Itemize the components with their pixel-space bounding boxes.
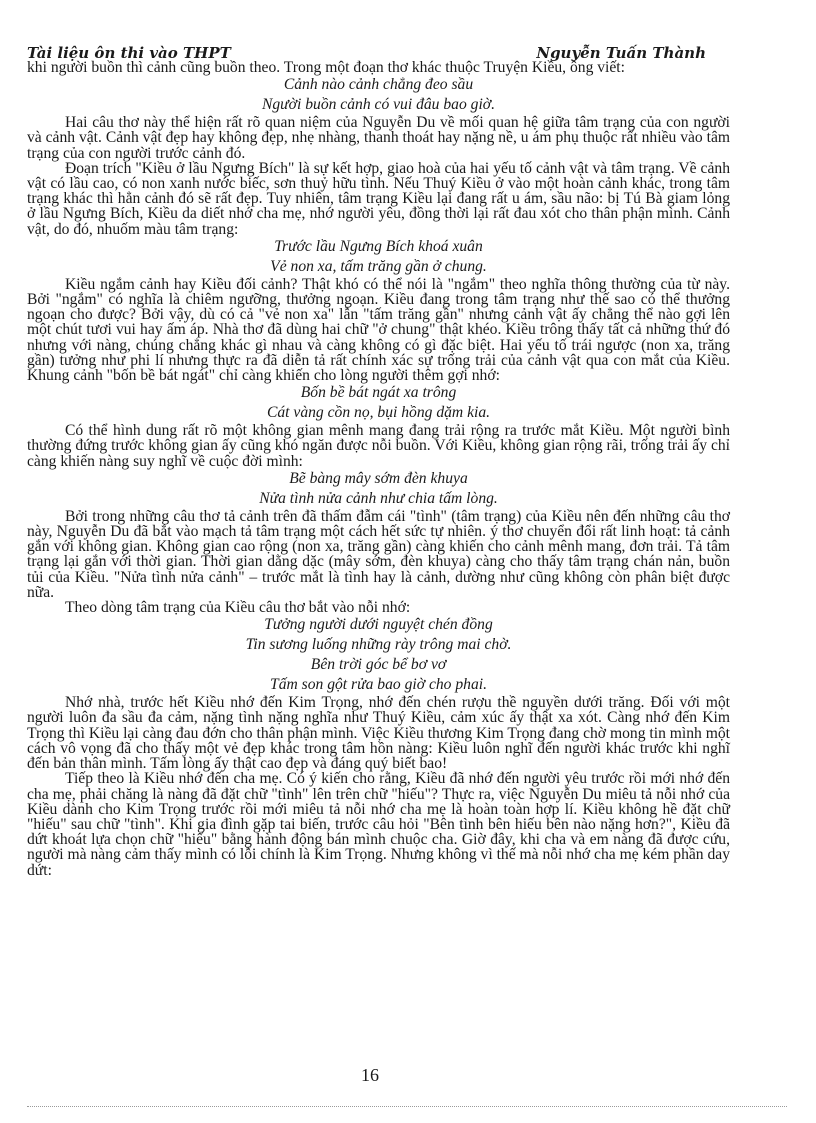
verse-line: Người buồn cảnh có vui đâu bao giờ. bbox=[261, 96, 496, 114]
verse-line: Cát vàng cồn nọ, bụi hồng dặm kia. bbox=[266, 404, 491, 422]
body-paragraph: Kiều ngắm cảnh hay Kiều đối cảnh? Thật khó có thể nói là "ngắm" theo nghĩa thông thường của từ này. Bởi "ngắm" có nghĩa là chiêm ngưỡng, thưởng ngoạn. Kiều đang trong tâm trạng như thế sao có thể thưởng ngoạn cho được? Bởi vậy, dù có cả "vẻ non xa" lẫn "tấm trăng gần" nhưng cảnh vật ấy chẳng thể nào gợi lên một chút tươi vui hay ấm áp. Nhà thơ đã dùng hai chữ "ở chung" thật khéo. Kiều trông thấy tất cả những thứ đó nhưng với nàng, chúng chẳng khác gì nhau và càng không có gì đặc biệt. Hai yếu tố trái ngược (non xa, trăng gần) tưởng như phi lí nhưng thực ra đã diễn tả rất chính xác sự trống trải của cảnh vật qua con mắt của Kiều. Khung cảnh "bốn bề bát ngát" chỉ càng khiến cho lòng người thêm gợi nhớ: bbox=[27, 275, 730, 385]
verse-line: Bên trời góc bể bơ vơ bbox=[310, 656, 447, 674]
body-paragraph: Bởi trong những câu thơ tả cảnh trên đã thấm đẫm cái "tình" (tâm trạng) của Kiều nên đến những câu thơ này, Nguyễn Du đã bắt vào mạch tả tâm trạng một cách hết sức tự nhiên. ý thơ chuyển đổi rất linh hoạt: tả cảnh gắn với không gian. Không gian cao rộng (non xa, trăng gần) càng khiến cho cảnh mênh mang, đơn trải. Tả tâm trạng lại gắn với thời gian. Thời gian dằng dặc (mây sớm, đèn khuya) càng cho thấy tâm trạng chán nản, buồn tủi của Kiều. "Nửa tình nửa cảnh" – trước mắt là tình hay là cảnh, dường như cũng không còn phân biệt được nữa. bbox=[27, 507, 730, 601]
verse-line: Vẻ non xa, tấm trăng gần ở chung. bbox=[270, 257, 487, 275]
body-paragraph: Nhớ nhà, trước hết Kiều nhớ đến Kim Trọng, nhớ đến chén rượu thề nguyền dưới trăng. Đối với một người luôn đa sầu đa cảm, nặng tình nặng nghĩa như Thuý Kiều, cảm xúc ấy thật xa xót. Càng nhớ đến Kim Trọng thì Kiều lại càng đau đớn cho thân phận mình. Việc Kiều thương Kim Trọng đang chờ mong tin mình một cách vô vọng đã cho thấy một vẻ đẹp khác trong tâm hồn nàng: Kiều luôn nghĩ đến người khác trước khi nghĩ đến bản thân mình. Tấm lòng ấy thật cao đẹp và đáng quý biết bao! bbox=[27, 694, 730, 773]
page-number: 16 bbox=[361, 1065, 379, 1085]
body-paragraph: Đoạn trích "Kiều ở lầu Ngưng Bích" là sự kết hợp, giao hoà của hai yếu tố cảnh vật và tâm trạng. Về cảnh vật có lầu cao, có non xanh nước biếc, sơn thuỷ hữu tình. Nếu Thuý Kiều ở vào một hoàn cảnh khác, trong tâm trạng khác thì hẳn cảnh đó sẽ rất đẹp. Tuy nhiên, tâm trạng Kiều lại đang rất u ám, sầu não: bị Tú Bà giam lỏng ở lầu Ngưng Bích, Kiều da diết nhớ cha mẹ, nhớ người yêu, đồng thời lại rất đau xót cho thân phận mình. Cảnh vật, do đó, nhuốm màu tâm trạng: bbox=[27, 159, 730, 238]
body-paragraph: Tiếp theo là Kiều nhớ đến cha mẹ. Có ý kiến cho rằng, Kiều đã nhớ đến người yêu trước rồi mới nhớ đến cha mẹ, phải chăng là nàng đã đặt chữ "tình" lên trên chữ "hiếu"? Thực ra, việc Nguyễn Du miêu tả nỗi nhớ của Kiều dành cho Kim Trọng trước rồi mới miêu tả nỗi nhớ cha mẹ là hoàn toàn hợp lí. Kiều không hề đặt chữ "hiếu" sau chữ "tình". Khi gia đình gặp tai biến, trước câu hỏi "Bên tình bên hiếu bên nào nặng hơn?", Kiều đã dứt khoát lựa chọn chữ "hiếu" bằng hành động bán mình chuộc cha. Giờ đây, khi cha và em nàng đã được cứu, người mà nàng cảm thấy mình có lỗi chính là Kim Trọng. Nhưng không vì thế mà nỗi nhớ cha mẹ kém phần day dứt: bbox=[27, 770, 730, 879]
body-paragraph: Có thể hình dung rất rõ một không gian mênh mang đang trải rộng ra trước mắt Kiều. Một người bình thường đứng trước không gian ấy cũng khó ngăn được nỗi buồn. Với Kiều, không gian rộng rãi, trống trải ấy chỉ càng khiến nàng suy nghĩ về cuộc đời mình: bbox=[27, 422, 730, 470]
footer-divider bbox=[27, 1106, 787, 1107]
verse-line: Nửa tình nửa cảnh như chia tấm lòng. bbox=[259, 489, 498, 507]
body-paragraph: Hai câu thơ này thể hiện rất rõ quan niệm của Nguyễn Du về mối quan hệ giữa tâm trạng của con người và cảnh vật. Cảnh vật đẹp hay không đẹp, nhẹ nhàng, thanh thoát hay nặng nề, u ám phụ thuộc rất nhiều vào tâm trạng của con người trước cảnh đó. bbox=[27, 114, 730, 162]
header-author: Nguyễn Tuấn Thành bbox=[536, 44, 706, 62]
verse-line: Tưởng người dưới nguyệt chén đồng bbox=[264, 616, 493, 634]
body-paragraph: khi người buồn thì cảnh cũng buồn theo. Trong một đoạn thơ khác thuộc Truyện Kiều, ông viết: bbox=[27, 59, 625, 76]
verse-line: Tấm son gột rửa bao giờ cho phai. bbox=[270, 676, 487, 694]
verse-line: Trước lầu Ngưng Bích khoá xuân bbox=[274, 237, 483, 255]
body-paragraph: Theo dòng tâm trạng của Kiều câu thơ bắt vào nỗi nhớ: bbox=[65, 599, 411, 617]
verse-line: Cảnh nào cảnh chẳng đeo sầu bbox=[283, 76, 474, 94]
verse-line: Tin sương luống những rày trông mai chờ. bbox=[245, 636, 512, 654]
verse-line: Bốn bề bát ngát xa trông bbox=[300, 384, 457, 402]
header-left-title: Tài liệu ôn thi vào THPT bbox=[27, 44, 231, 62]
verse-line: Bẽ bàng mây sớm đèn khuya bbox=[289, 469, 468, 487]
body-text bbox=[27, 60, 730, 878]
